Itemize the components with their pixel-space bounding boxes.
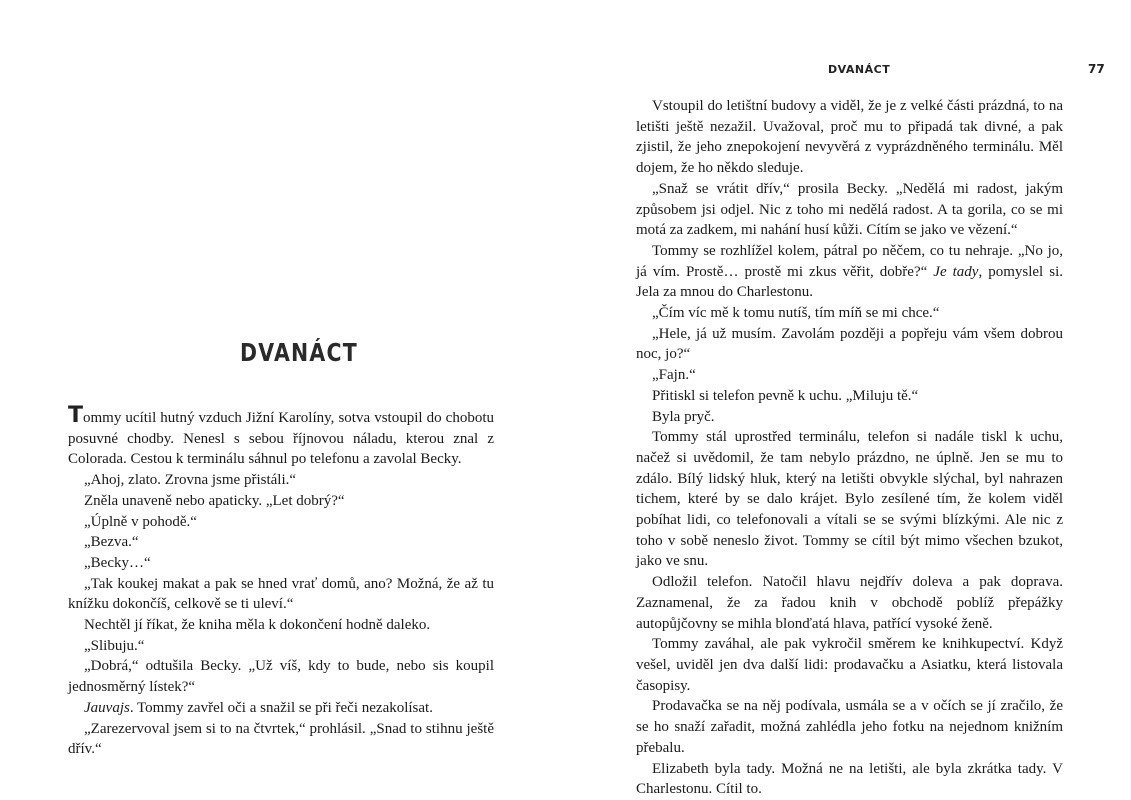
paragraph-text: , pomyslel si. Jela za mnou do Charlestonu.	[636, 263, 1063, 301]
paragraph: Prodavačka se na něj podívala, usmála se a v očích se jí zračilo, že se ho snaží zařadit, možná zahlédla jeho fotku na nejednom knižním přebalu.	[636, 698, 1063, 756]
left-page-text	[68, 403, 494, 760]
opening-paragraph	[68, 403, 494, 470]
paragraph-text: . Tommy zavřel oči a snažil se při řeči nezakolísat.	[129, 699, 433, 716]
right-page-text	[636, 96, 1063, 800]
italic-text: Je tady	[933, 263, 979, 280]
running-head: DVANÁCT	[828, 63, 891, 76]
paragraph: „Slibuju.“	[84, 637, 145, 654]
italic-text: Jauvajs	[84, 699, 130, 716]
drop-cap: T	[68, 403, 84, 428]
paragraph: „Fajn.“	[652, 367, 696, 384]
paragraph: „Bezva.“	[84, 534, 139, 551]
paragraph: „Becky…“	[84, 554, 151, 571]
page-number: 77	[1088, 62, 1105, 76]
paragraph: Elizabeth byla tady. Možná ne na letišti, ale byla zkrátka tady. V Charlestonu. Cítil to.	[636, 760, 1063, 798]
paragraph: Zněla unaveně nebo apaticky. „Let dobrý?“	[84, 492, 345, 509]
paragraph: „Snaž se vrátit dřív,“ prosila Becky. „Nedělá mi radost, jakým způsobem jsi odjel. Nic z toho mi nedělá radost. A ta gorila, co se mi motá za zadkem, mi nahání husí kůži. Cítím se jako ve vězení.“	[636, 180, 1063, 239]
paragraph-text: Tommy se rozhlížel kolem, pátral po něčem, co tu nehraje. „No jo, já vím. Prostě… prostě mi zkus věřit, dobře?“	[636, 242, 1063, 280]
paragraph: „Tak koukej makat a pak se hned vrať domů, ano? Možná, že až tu knížku dokončíš, celkově se ti uleví.“	[68, 575, 494, 613]
paragraph: Nechtěl jí říkat, že kniha měla k dokončení hodně daleko.	[84, 617, 431, 634]
paragraph: Tommy stál uprostřed terminálu, telefon si nadále tiskl k uchu, načež si uvědomil, že tam nebylo prázdno, ne úplně. Jen se mu to zdálo. Bílý lidský hluk, který na letišti obvykle slýchal, byl nahrazen tichem, které by se dalo krájet. Bylo zesílené tím, že kolem viděl pobíhat lidi, co telefonovali a vítali se se svými blízkými. Ale nic z toho v sobě neneslo život. Tommy se cítil být mimo všechen bzukot, jako ve snu.	[636, 429, 1063, 570]
opening-paragraph-text: ommy ucítil hutný vzduch Jižní Karolíny, sotva vstoupil do chobotu posuvné chodby. Nenesl s sebou říjnovou náladu, kterou znal z Colorada. Cestou k terminálu sáhnul po telefonu a zavolal Becky.	[68, 410, 494, 468]
paragraph: Byla pryč.	[652, 408, 715, 425]
paragraph	[68, 698, 494, 719]
paragraph: „Čím víc mě k tomu nutíš, tím míň se mi chce.“	[652, 305, 940, 322]
paragraph: Vstoupil do letištní budovy a viděl, že je z velké části prázdná, to na letišti ještě nezažil. Uvažoval, proč mu to připadá tak divné, a pak zjistil, že jeho znepokojení nevyvěrá z vyprázdněného terminálu. Měl dojem, že ho někdo sleduje.	[636, 98, 1063, 177]
paragraph: „Dobrá,“ odtušila Becky. „Už víš, kdy to bude, nebo sis koupil jednosměrný lístek?“	[68, 658, 494, 696]
paragraph: „Úplně v pohodě.“	[84, 513, 197, 530]
paragraph: „Ahoj, zlato. Zrovna jsme přistáli.“	[84, 472, 297, 489]
paragraph: Přitiskl si telefon pevně k uchu. „Miluju tě.“	[652, 387, 919, 404]
paragraph: Tommy zaváhal, ale pak vykročil směrem ke knihkupectví. Když vešel, uviděl jen dva další lidi: prodavačku a Asiatku, která listovala časopisy.	[636, 636, 1063, 694]
left-page	[0, 0, 565, 800]
paragraph	[636, 241, 1063, 303]
chapter-title: DVANÁCT	[240, 338, 359, 367]
paragraph: „Zarezervoval jsem si to na čtvrtek,“ prohlásil. „Snad to stihnu ještě dřív.“	[68, 720, 494, 758]
paragraph: „Hele, já už musím. Zavolám později a popřeju vám všem dobrou noc, jo?“	[636, 325, 1063, 363]
paragraph: Odložil telefon. Natočil hlavu nejdřív doleva a pak doprava. Zaznamenal, že za řadou knih v obchodě poblíž přepážky autopůjčovny se mihla blonďatá hlava, patřící vysoké ženě.	[636, 574, 1063, 632]
